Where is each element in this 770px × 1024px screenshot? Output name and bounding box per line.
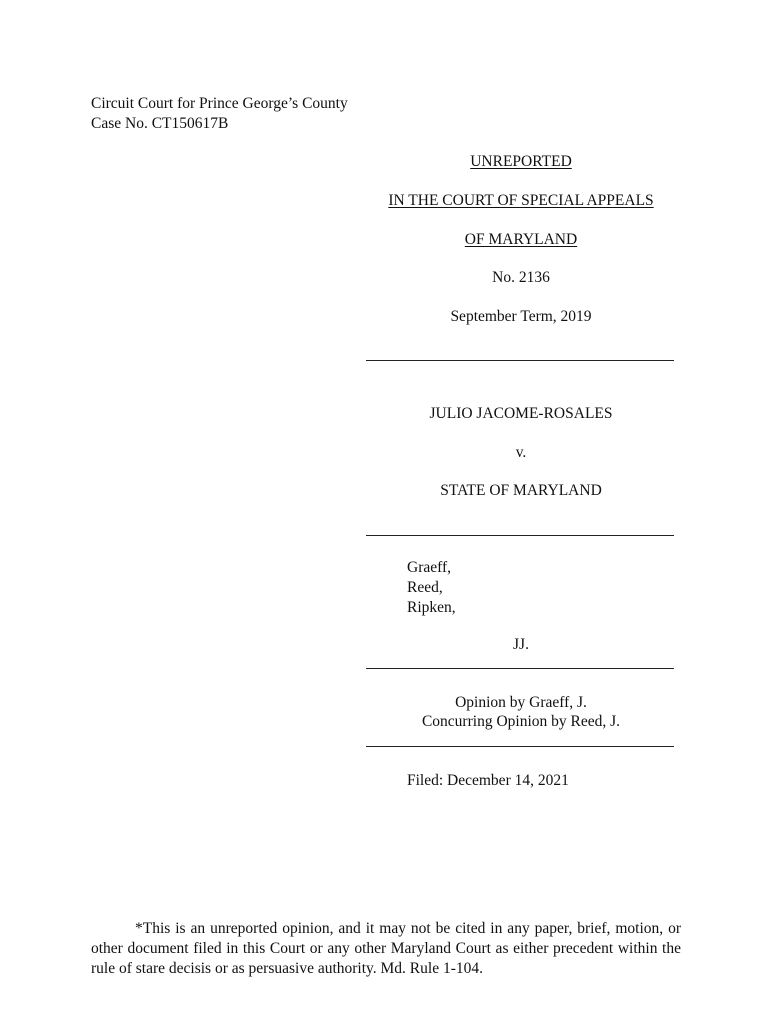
- judges-suffix: JJ.: [513, 636, 529, 653]
- docket-number: No. 2136: [492, 269, 550, 286]
- opinion-author-line: Opinion by Graeff, J.: [455, 694, 587, 711]
- filed-date: Filed: December 14, 2021: [407, 772, 569, 789]
- appellee-name: STATE OF MARYLAND: [440, 482, 602, 499]
- lower-court-info: [91, 94, 348, 134]
- case-number-line: Case No. CT150617B: [91, 115, 229, 132]
- circuit-court-line: Circuit Court for Prince George’s County: [91, 95, 348, 112]
- court-name-line-1: IN THE COURT OF SPECIAL APPEALS: [388, 192, 654, 209]
- divider-rule-2: [366, 535, 674, 536]
- appellant-name: JULIO JACOME-ROSALES: [429, 405, 613, 422]
- judge-name: Ripken,: [407, 599, 456, 616]
- judges-panel: [407, 558, 456, 618]
- divider-rule-4: [366, 746, 674, 747]
- footnote-text: *This is an unreported opinion, and it may not be cited in any paper, brief, motion, or other document filed in this Court or any other Maryland Court as either precedent within the rule of stare decisis or as persuasive authority. Md. Rule 1-104.: [91, 920, 681, 977]
- unreported-footnote: [91, 919, 681, 979]
- court-name-line-2: OF MARYLAND: [464, 231, 578, 248]
- term-line: September Term, 2019: [450, 308, 592, 325]
- concurring-opinion-line: Concurring Opinion by Reed, J.: [421, 713, 621, 730]
- divider-rule-1: [366, 360, 674, 361]
- unreported-heading: UNREPORTED: [470, 153, 572, 170]
- divider-rule-3: [366, 668, 674, 669]
- judge-name: Graeff,: [407, 559, 452, 576]
- judge-name: Reed,: [407, 579, 443, 596]
- versus-text: v.: [515, 444, 527, 461]
